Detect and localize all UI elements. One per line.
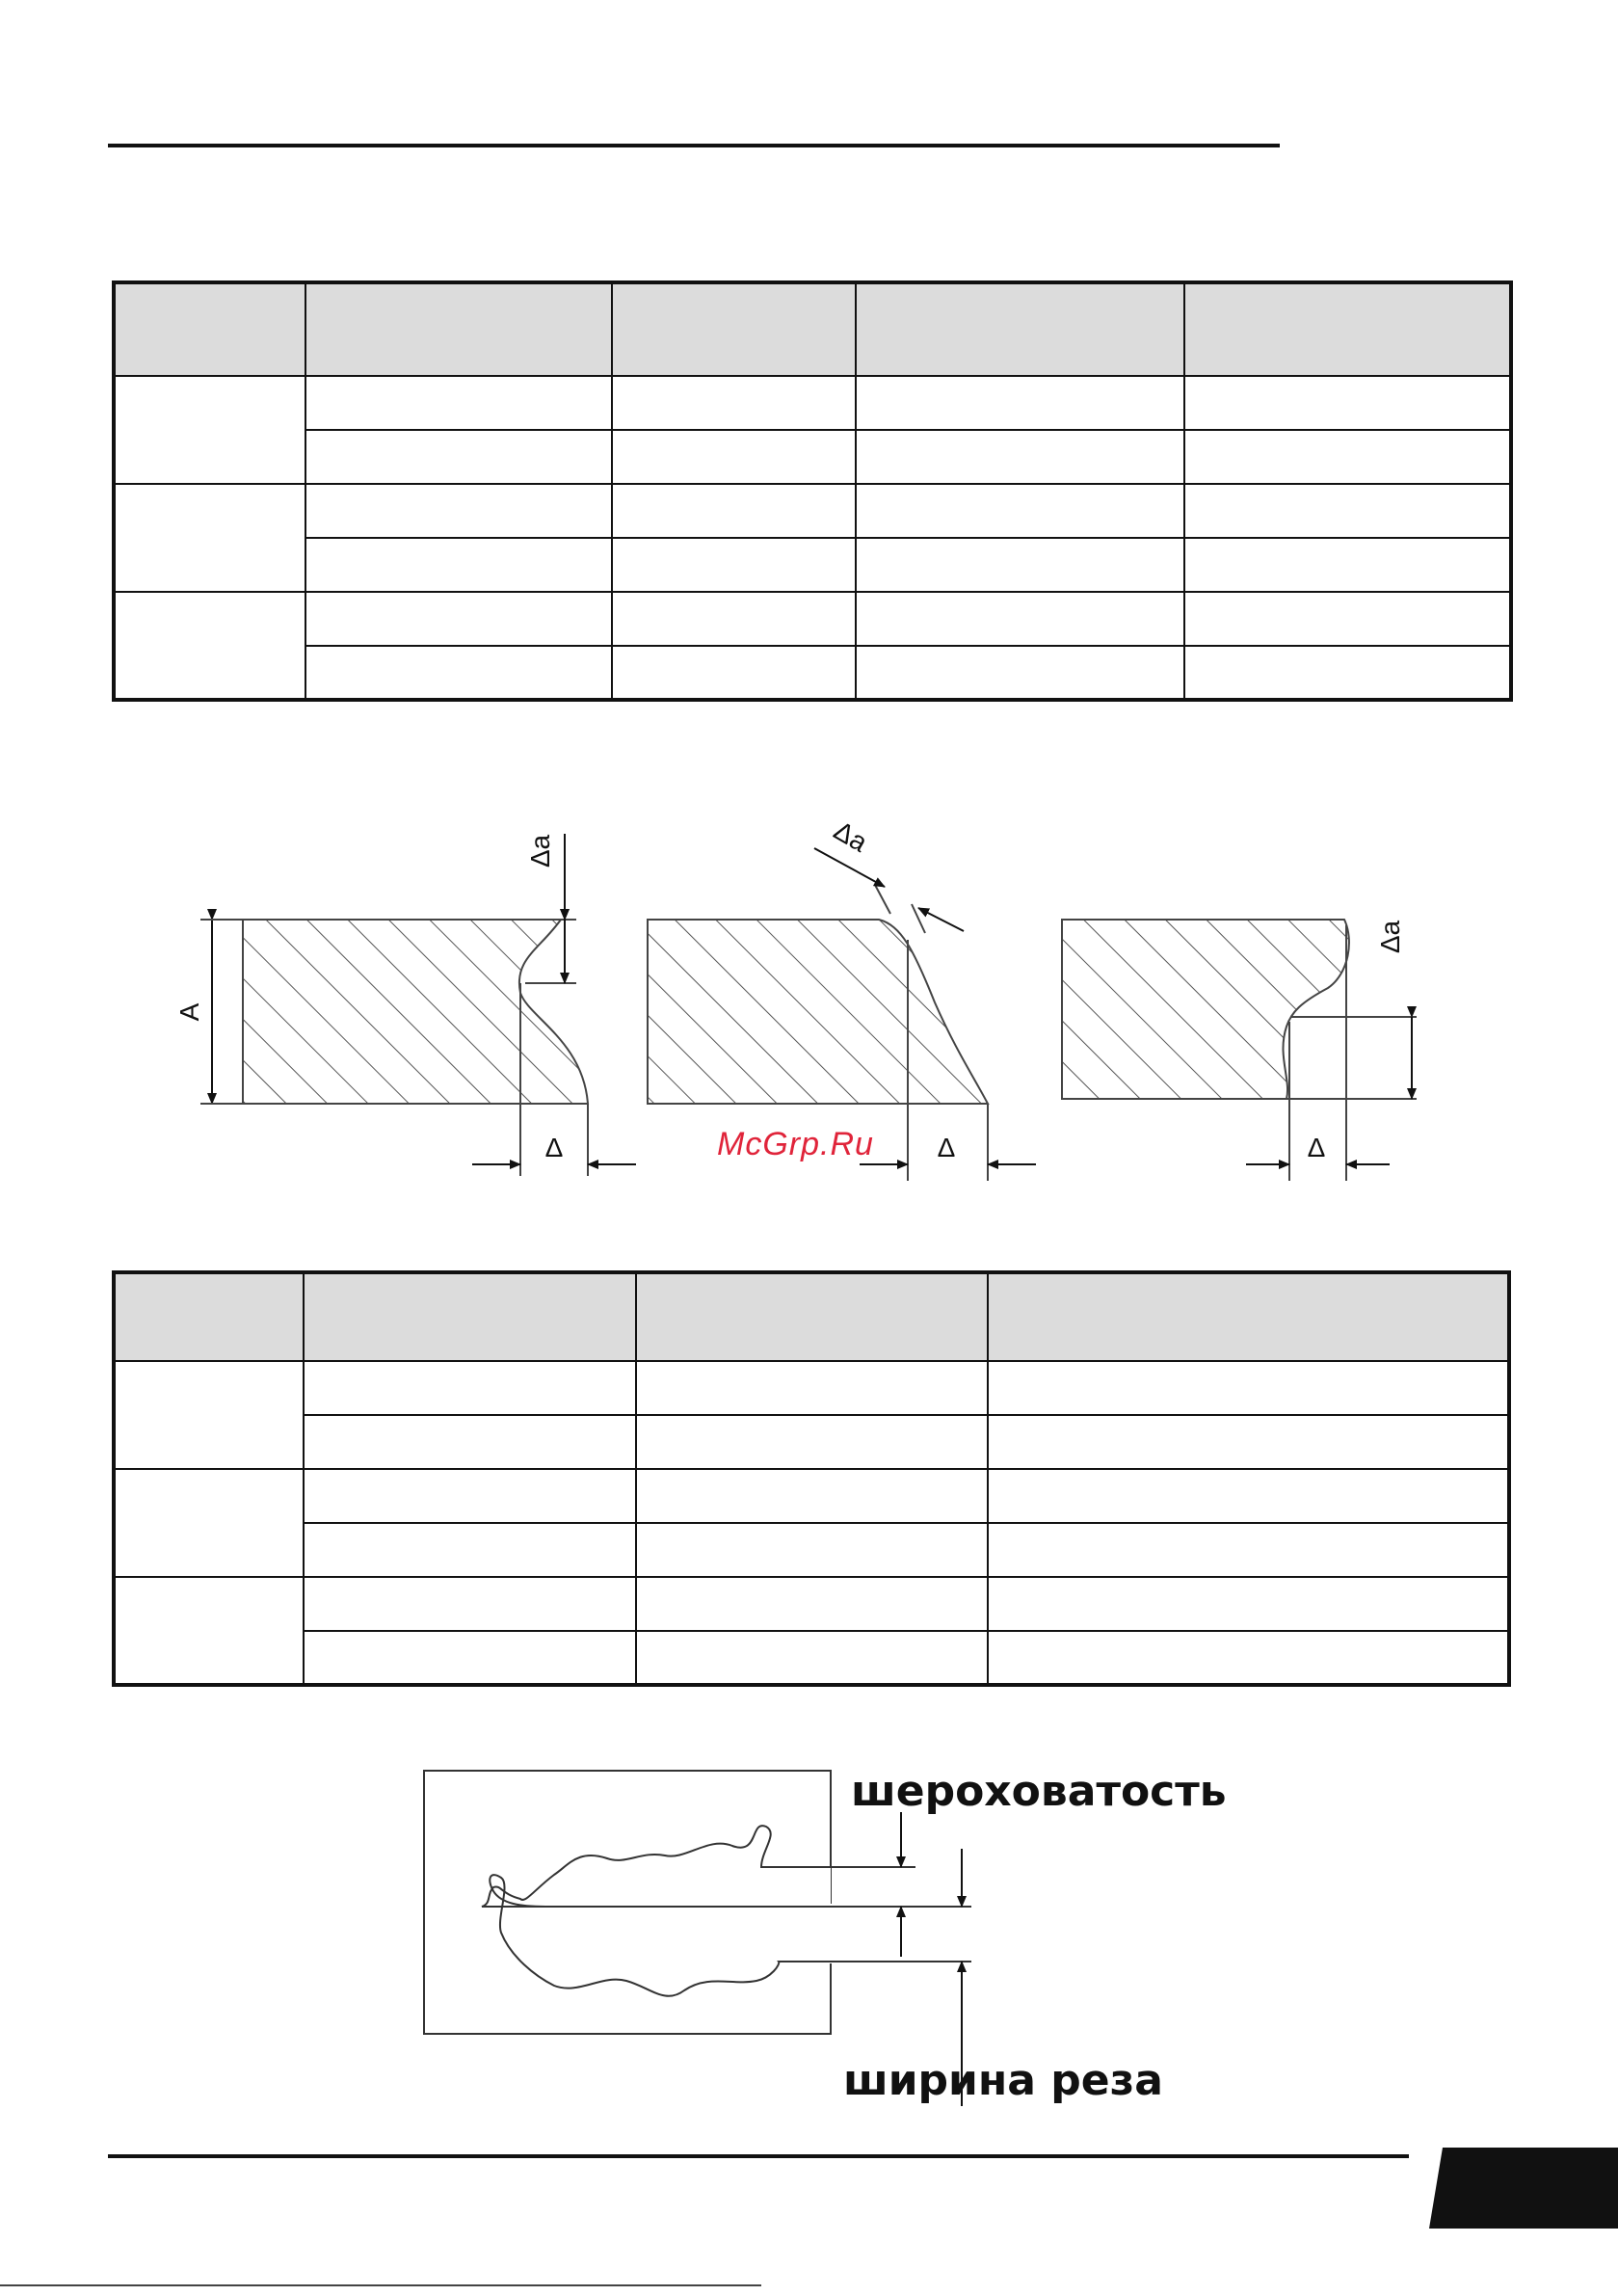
delta-a-label: Δa — [829, 814, 873, 858]
kerf-figure — [424, 1767, 1227, 2106]
page-number-tab — [1429, 2148, 1618, 2229]
edge-profile-figure-3 — [1062, 920, 1417, 1181]
kerf-width-label: ширина реза — [843, 2056, 1163, 2105]
footer-rule — [0, 2284, 761, 2286]
delta-label: Δ — [1307, 1133, 1326, 1162]
delta-a-label: Δa — [525, 834, 555, 868]
delta-a-label: Δa — [1375, 920, 1405, 954]
delta-label: Δ — [544, 1133, 564, 1162]
watermark: McGrp.Ru — [717, 1126, 874, 1162]
bottom-rule — [108, 2154, 1409, 2158]
thickness-label: A — [174, 1002, 204, 1022]
roughness-label: шероховатость — [851, 1767, 1227, 1816]
delta-label: Δ — [937, 1133, 956, 1162]
edge-profile-figure-1 — [174, 834, 636, 1176]
